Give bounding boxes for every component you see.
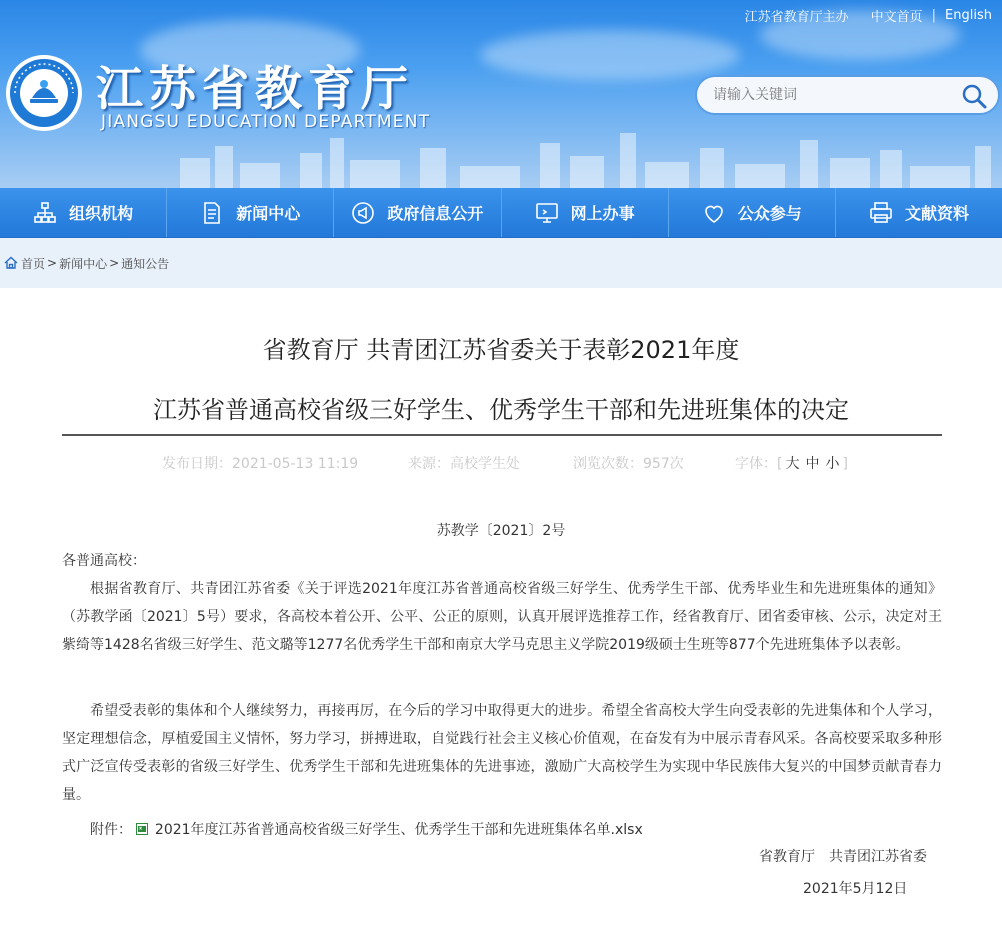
font-large-button[interactable]: 大 <box>785 456 800 472</box>
nav-label: 公众参与 <box>737 204 802 223</box>
article-title-line2: 江苏省普通高校省级三好学生、优秀学生干部和先进班集体的决定 <box>153 396 849 424</box>
document-number: 苏教学〔2021〕2号 <box>436 523 566 539</box>
paragraph-1: 根据省教育厅、共青团江苏省委《关于评选2021年度江苏省普通高校省级三好学生、优秀学生干部、优秀毕业生和先进班集体的通知》（苏教学函〔2021〕5号）要求，各高校本着公开、公平、公正的原则，认真开展评选推荐工作，经省教育厅、团省委审核、公示，决定对王紫绮等1428名省级三好学生、范文璐等1277名优秀学生干部和南京大学马克思主义学院2019级硕士生班等877个先进班集体予以表彰。 <box>62 581 942 653</box>
document-icon <box>200 201 224 225</box>
main-nav <box>0 188 1002 238</box>
nav-item-public-participation[interactable] <box>669 188 836 237</box>
nav-item-news[interactable] <box>167 188 334 237</box>
heart-icon <box>702 201 726 225</box>
paragraph-2: 希望受表彰的集体和个人继续努力，再接再厉，在今后的学习中取得更大的进步。希望全省高校大学生向受表彰的先进集体和个人学习，坚定理想信念，厚植爱国主义情怀，努力学习，拼搏进取，自觉践行社会主义核心价值观，在奋发有为中展示青春风采。各高校要采取多种形式广泛宣传受表彰的省级三好学生、优秀学生干部和先进班集体的先进事迹，激励广大高校学生为实现中华民族伟大复兴的中国梦贡献青春力量。 <box>62 703 942 803</box>
nav-item-organization[interactable] <box>0 188 167 237</box>
link-divider: | <box>931 8 937 23</box>
org-chart-icon <box>33 201 57 225</box>
font-medium-button[interactable]: 中 <box>805 456 820 472</box>
nav-item-online-services[interactable] <box>502 188 669 237</box>
search-box <box>695 75 1000 115</box>
salutation: 各普通高校： <box>62 553 146 569</box>
view-count: 浏览次数：957次 <box>573 456 684 472</box>
attachment-label: 附件： <box>90 822 132 838</box>
host-label: 江苏省教育厅主办 <box>744 10 849 25</box>
search-icon[interactable] <box>960 82 988 110</box>
font-size-switcher <box>735 453 848 473</box>
cloud-decoration <box>480 30 740 80</box>
nav-item-documents[interactable] <box>836 188 1002 237</box>
article-title-line1: 省教育厅 共青团江苏省委关于表彰2021年度 <box>262 336 740 364</box>
english-link[interactable]: English <box>945 8 992 23</box>
top-links <box>745 6 992 25</box>
font-size-label: 字体：[ <box>735 456 783 472</box>
site-title: 江苏省教育厅 <box>96 62 414 117</box>
nav-label: 组织机构 <box>69 204 134 223</box>
nav-label: 政府信息公开 <box>387 204 484 223</box>
attachment-link[interactable]: 2021年度江苏省普通高校省级三好学生、优秀学生干部和先进班集体名单.xlsx <box>154 822 643 838</box>
article-container <box>0 288 1002 934</box>
nav-label: 新闻中心 <box>236 204 301 223</box>
font-small-button[interactable]: 小 <box>825 456 840 472</box>
nav-label: 文献资料 <box>904 204 969 223</box>
breadcrumb-separator: > <box>47 256 58 270</box>
megaphone-icon <box>351 201 375 225</box>
breadcrumb <box>0 238 1002 288</box>
breadcrumb-current[interactable]: 通知公告 <box>121 256 170 271</box>
home-icon <box>4 256 18 270</box>
site-subtitle: JIANGSU EDUCATION DEPARTMENT <box>101 112 431 132</box>
nav-label: 网上办事 <box>570 204 635 223</box>
search-input[interactable] <box>713 87 948 103</box>
breadcrumb-home[interactable]: 首页 <box>21 256 46 271</box>
excel-file-icon <box>136 823 148 835</box>
article-source: 来源：高校学生处 <box>408 456 520 472</box>
breadcrumb-news[interactable]: 新闻中心 <box>59 256 108 271</box>
department-emblem-icon[interactable] <box>5 54 83 132</box>
chinese-home-link[interactable]: 中文首页 <box>870 10 923 25</box>
signature-date: 2021年5月12日 <box>803 881 908 897</box>
font-size-close: ] <box>842 456 848 472</box>
attachment-line <box>90 816 950 844</box>
nav-item-gov-info[interactable] <box>334 188 501 237</box>
signature: 省教育厅 共青团江苏省委 <box>759 849 927 865</box>
printer-icon <box>869 201 893 225</box>
title-divider <box>62 434 942 436</box>
monitor-icon <box>535 201 559 225</box>
site-header <box>0 0 1002 188</box>
publish-date: 发布日期：2021-05-13 11:19 <box>162 456 359 472</box>
breadcrumb-separator: > <box>109 256 120 270</box>
